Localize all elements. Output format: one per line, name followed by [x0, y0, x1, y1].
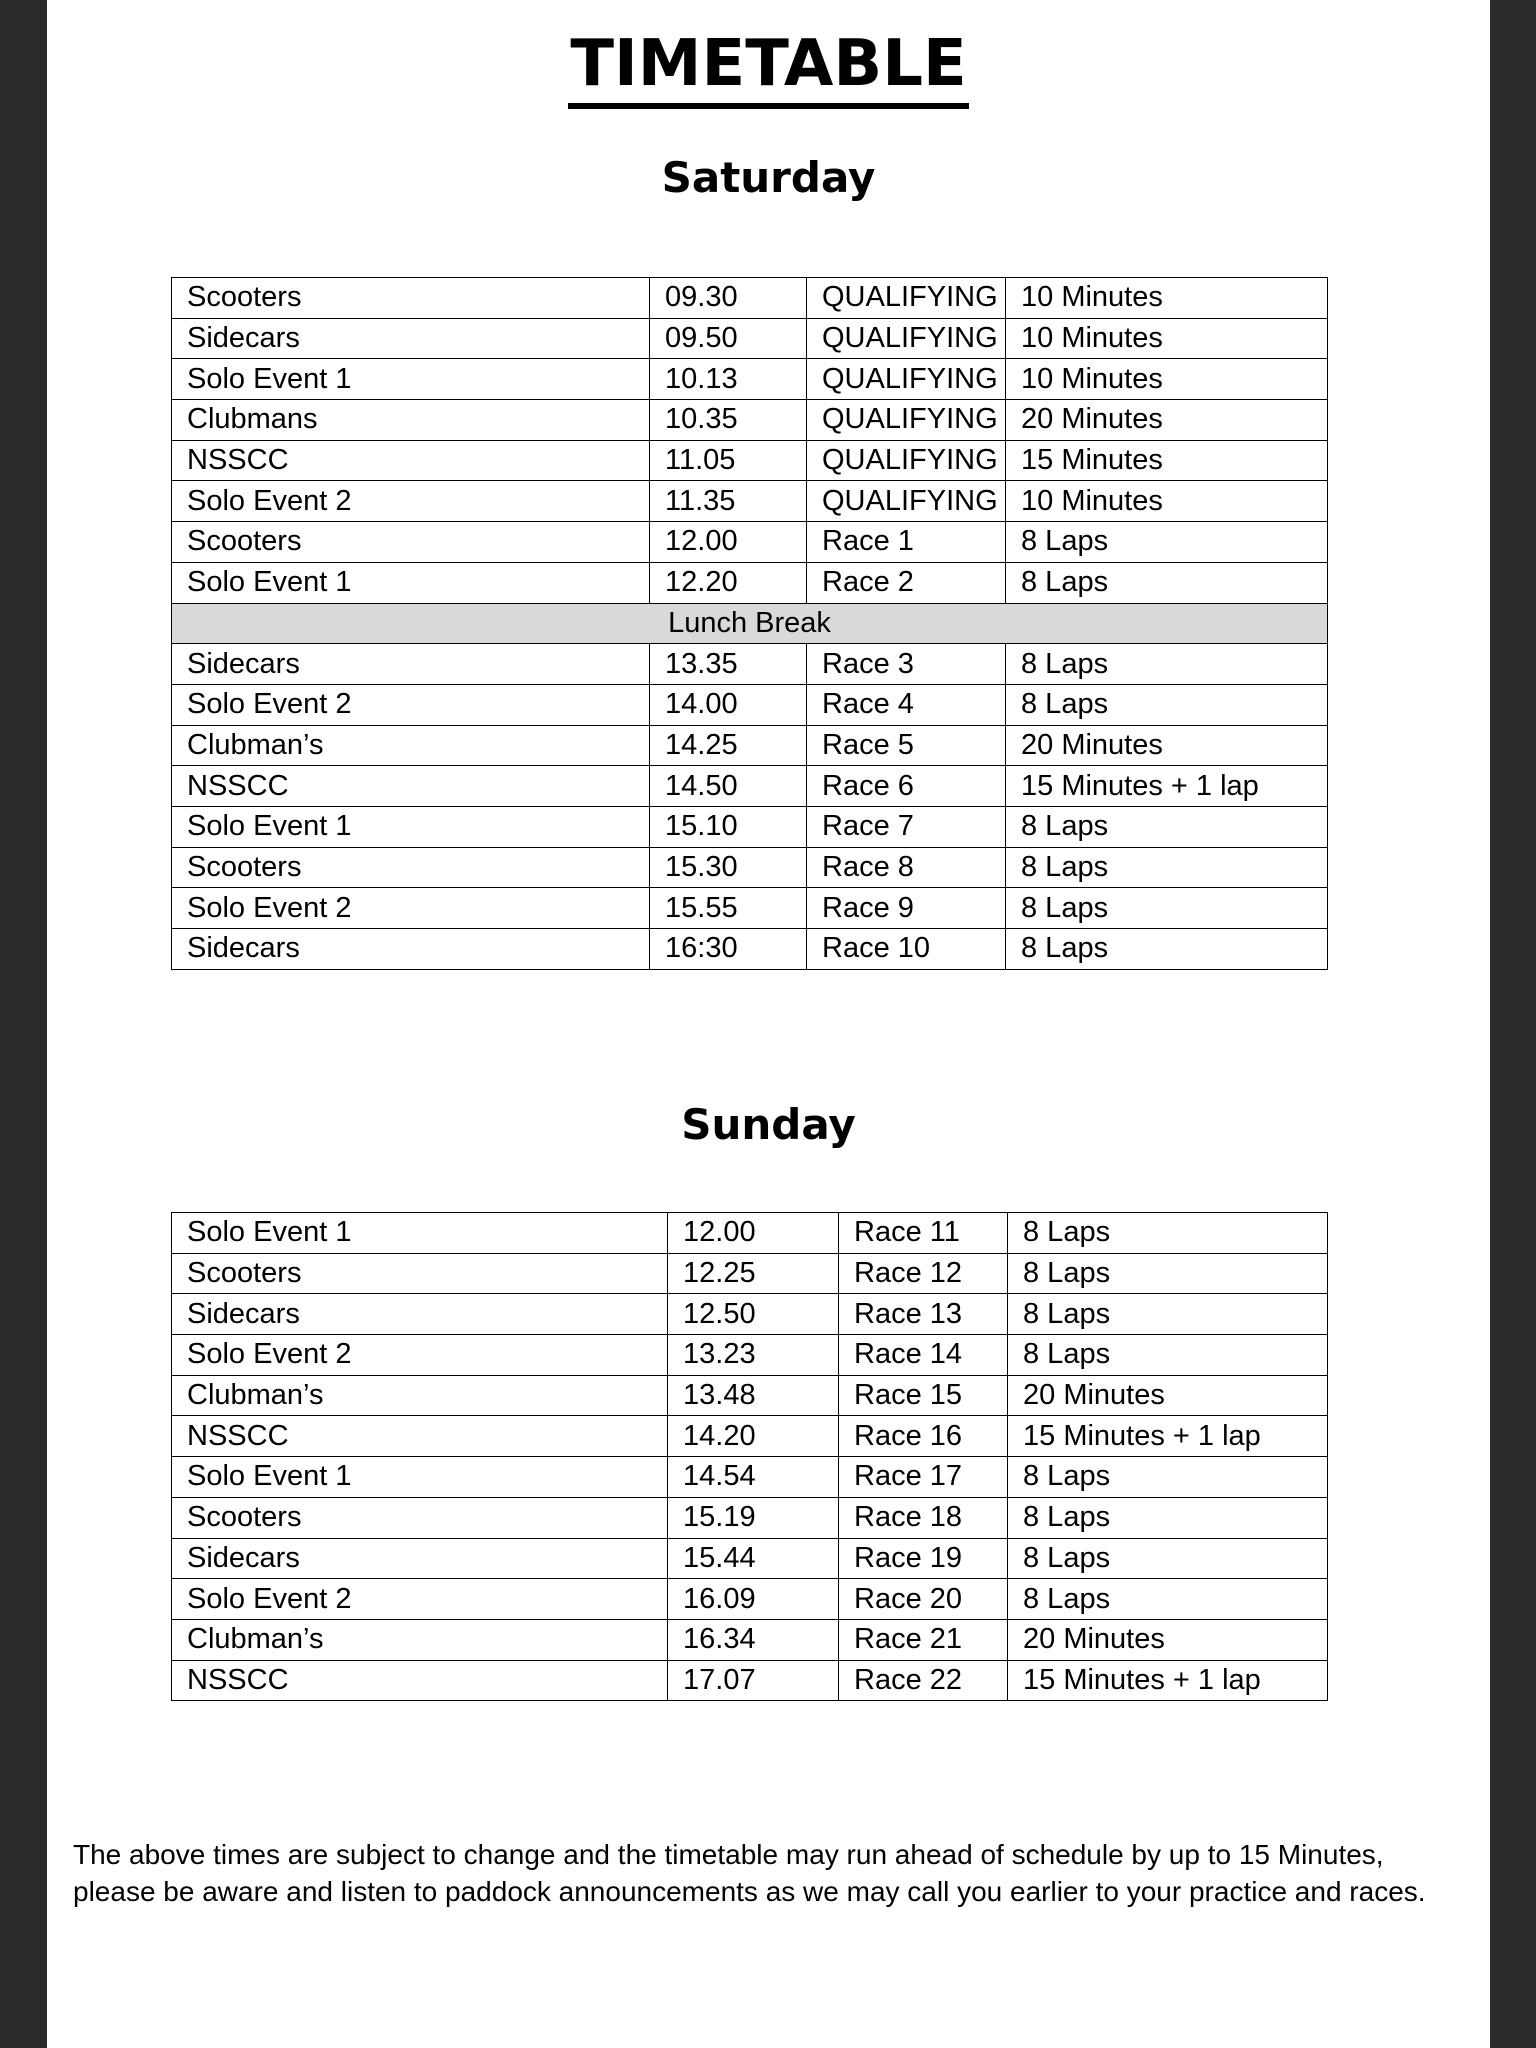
- duration-cell: 8 Laps: [1006, 847, 1328, 888]
- time-cell: 12.25: [668, 1253, 839, 1294]
- duration-cell: 8 Laps: [1008, 1294, 1328, 1335]
- table-row: [172, 806, 1328, 847]
- duration-cell: 10 Minutes: [1006, 278, 1328, 319]
- class-cell: Solo Event 1: [172, 562, 650, 603]
- time-cell: 12.00: [650, 522, 807, 563]
- session-cell: Race 3: [807, 644, 1006, 685]
- table-row: [172, 400, 1328, 441]
- session-cell: QUALIFYING: [807, 278, 1006, 319]
- saturday-schedule-table: [171, 277, 1328, 970]
- time-cell: 15.19: [668, 1497, 839, 1538]
- session-cell: Race 6: [807, 766, 1006, 807]
- duration-cell: 10 Minutes: [1006, 359, 1328, 400]
- session-cell: Race 10: [807, 929, 1006, 970]
- duration-cell: 8 Laps: [1006, 684, 1328, 725]
- time-cell: 16:30: [650, 929, 807, 970]
- time-cell: 09.30: [650, 278, 807, 319]
- session-cell: QUALIFYING: [807, 359, 1006, 400]
- time-cell: 14.25: [650, 725, 807, 766]
- class-cell: NSSCC: [172, 766, 650, 807]
- table-row: [172, 1253, 1328, 1294]
- class-cell: Scooters: [172, 278, 650, 319]
- table-row: [172, 1497, 1328, 1538]
- session-cell: Race 13: [839, 1294, 1008, 1335]
- time-cell: 12.00: [668, 1213, 839, 1254]
- table-row: [172, 440, 1328, 481]
- duration-cell: 8 Laps: [1008, 1497, 1328, 1538]
- time-cell: 16.34: [668, 1619, 839, 1660]
- time-cell: 12.20: [650, 562, 807, 603]
- class-cell: Clubman’s: [172, 1619, 668, 1660]
- time-cell: 15.44: [668, 1538, 839, 1579]
- session-cell: Race 19: [839, 1538, 1008, 1579]
- class-cell: Clubmans: [172, 400, 650, 441]
- table-row: [172, 1660, 1328, 1701]
- class-cell: Scooters: [172, 847, 650, 888]
- duration-cell: 15 Minutes: [1006, 440, 1328, 481]
- time-cell: 14.00: [650, 684, 807, 725]
- time-cell: 15.10: [650, 806, 807, 847]
- time-cell: 16.09: [668, 1579, 839, 1620]
- table-row: [172, 1619, 1328, 1660]
- duration-cell: 15 Minutes + 1 lap: [1008, 1416, 1328, 1457]
- time-cell: 10.35: [650, 400, 807, 441]
- time-cell: 09.50: [650, 318, 807, 359]
- class-cell: NSSCC: [172, 440, 650, 481]
- class-cell: Sidecars: [172, 318, 650, 359]
- duration-cell: 8 Laps: [1008, 1579, 1328, 1620]
- lunch-break-row: [172, 603, 1328, 644]
- sunday-schedule-table: [171, 1212, 1328, 1701]
- table-row: [172, 766, 1328, 807]
- page-title: TIMETABLE: [47, 28, 1490, 100]
- sunday-heading: Sunday: [681, 1100, 856, 1149]
- duration-cell: 8 Laps: [1006, 522, 1328, 563]
- class-cell: Sidecars: [172, 644, 650, 685]
- time-cell: 14.20: [668, 1416, 839, 1457]
- duration-cell: 8 Laps: [1006, 644, 1328, 685]
- duration-cell: 10 Minutes: [1006, 318, 1328, 359]
- saturday-schedule-body: [172, 278, 1328, 970]
- session-cell: Race 11: [839, 1213, 1008, 1254]
- class-cell: NSSCC: [172, 1660, 668, 1701]
- class-cell: Sidecars: [172, 1538, 668, 1579]
- session-cell: QUALIFYING: [807, 481, 1006, 522]
- table-row: [172, 1213, 1328, 1254]
- time-cell: 13.35: [650, 644, 807, 685]
- table-row: [172, 929, 1328, 970]
- duration-cell: 8 Laps: [1008, 1538, 1328, 1579]
- table-row: [172, 725, 1328, 766]
- duration-cell: 8 Laps: [1008, 1335, 1328, 1376]
- table-row: [172, 1579, 1328, 1620]
- session-cell: QUALIFYING: [807, 400, 1006, 441]
- session-cell: Race 12: [839, 1253, 1008, 1294]
- time-cell: 11.05: [650, 440, 807, 481]
- class-cell: Sidecars: [172, 1294, 668, 1335]
- class-cell: Scooters: [172, 1253, 668, 1294]
- table-row: [172, 522, 1328, 563]
- table-row: [172, 644, 1328, 685]
- session-cell: Race 17: [839, 1457, 1008, 1498]
- table-row: [172, 1538, 1328, 1579]
- session-cell: Race 7: [807, 806, 1006, 847]
- table-row: [172, 1335, 1328, 1376]
- table-row: [172, 278, 1328, 319]
- class-cell: Solo Event 1: [172, 806, 650, 847]
- table-row: [172, 318, 1328, 359]
- session-cell: QUALIFYING: [807, 318, 1006, 359]
- table-row: [172, 481, 1328, 522]
- class-cell: Solo Event 2: [172, 684, 650, 725]
- class-cell: Scooters: [172, 522, 650, 563]
- session-cell: Race 4: [807, 684, 1006, 725]
- table-row: [172, 888, 1328, 929]
- session-cell: QUALIFYING: [807, 440, 1006, 481]
- schedule-disclaimer: The above times are subject to change and the timetable may run ahead of schedule by up to 15 Minutes, please be aware and listen to paddock announcements as we may call you earlier to your practice and races.: [73, 1839, 1426, 1907]
- duration-cell: 8 Laps: [1008, 1253, 1328, 1294]
- duration-cell: 8 Laps: [1008, 1213, 1328, 1254]
- duration-cell: 10 Minutes: [1006, 481, 1328, 522]
- document-page: [47, 0, 1490, 2048]
- time-cell: 14.50: [650, 766, 807, 807]
- time-cell: 11.35: [650, 481, 807, 522]
- time-cell: 13.23: [668, 1335, 839, 1376]
- duration-cell: 8 Laps: [1008, 1457, 1328, 1498]
- lunch-break-label: Lunch Break: [172, 603, 1328, 644]
- time-cell: 10.13: [650, 359, 807, 400]
- saturday-heading: Saturday: [661, 153, 876, 202]
- duration-cell: 8 Laps: [1006, 929, 1328, 970]
- session-cell: Race 14: [839, 1335, 1008, 1376]
- duration-cell: 15 Minutes + 1 lap: [1006, 766, 1328, 807]
- time-cell: 14.54: [668, 1457, 839, 1498]
- class-cell: Solo Event 2: [172, 1579, 668, 1620]
- session-cell: Race 9: [807, 888, 1006, 929]
- table-row: [172, 1375, 1328, 1416]
- session-cell: Race 2: [807, 562, 1006, 603]
- table-row: [172, 684, 1328, 725]
- table-row: [172, 847, 1328, 888]
- class-cell: Sidecars: [172, 929, 650, 970]
- class-cell: NSSCC: [172, 1416, 668, 1457]
- class-cell: Solo Event 2: [172, 481, 650, 522]
- duration-cell: 20 Minutes: [1006, 400, 1328, 441]
- table-row: [172, 1457, 1328, 1498]
- table-row: [172, 359, 1328, 400]
- table-row: [172, 1416, 1328, 1457]
- duration-cell: 8 Laps: [1006, 888, 1328, 929]
- class-cell: Solo Event 2: [172, 888, 650, 929]
- time-cell: 15.55: [650, 888, 807, 929]
- class-cell: Solo Event 1: [172, 1457, 668, 1498]
- class-cell: Solo Event 1: [172, 1213, 668, 1254]
- session-cell: Race 21: [839, 1619, 1008, 1660]
- duration-cell: 20 Minutes: [1008, 1619, 1328, 1660]
- session-cell: Race 22: [839, 1660, 1008, 1701]
- class-cell: Clubman’s: [172, 1375, 668, 1416]
- time-cell: 13.48: [668, 1375, 839, 1416]
- duration-cell: 20 Minutes: [1006, 725, 1328, 766]
- session-cell: Race 5: [807, 725, 1006, 766]
- time-cell: 17.07: [668, 1660, 839, 1701]
- time-cell: 15.30: [650, 847, 807, 888]
- class-cell: Solo Event 1: [172, 359, 650, 400]
- session-cell: Race 20: [839, 1579, 1008, 1620]
- duration-cell: 8 Laps: [1006, 562, 1328, 603]
- session-cell: Race 8: [807, 847, 1006, 888]
- class-cell: Scooters: [172, 1497, 668, 1538]
- session-cell: Race 15: [839, 1375, 1008, 1416]
- session-cell: Race 16: [839, 1416, 1008, 1457]
- session-cell: Race 18: [839, 1497, 1008, 1538]
- table-row: [172, 1294, 1328, 1335]
- class-cell: Solo Event 2: [172, 1335, 668, 1376]
- table-row: [172, 562, 1328, 603]
- duration-cell: 20 Minutes: [1008, 1375, 1328, 1416]
- duration-cell: 8 Laps: [1006, 806, 1328, 847]
- class-cell: Clubman’s: [172, 725, 650, 766]
- sunday-schedule-body: [172, 1213, 1328, 1701]
- duration-cell: 15 Minutes + 1 lap: [1008, 1660, 1328, 1701]
- time-cell: 12.50: [668, 1294, 839, 1335]
- session-cell: Race 1: [807, 522, 1006, 563]
